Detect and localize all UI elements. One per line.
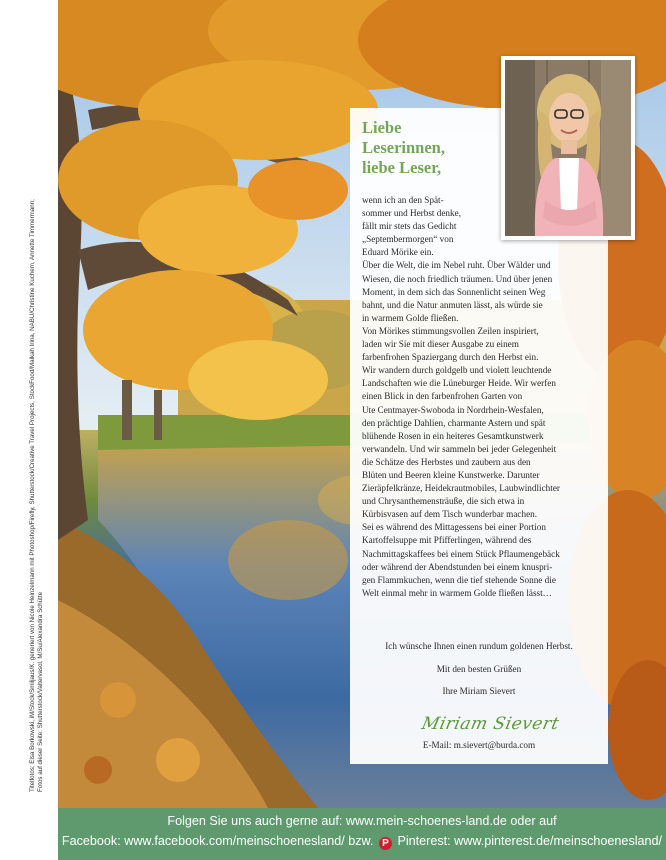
- letter-line: Über die Welt, die im Nebel ruht. Über Wälder und: [362, 260, 551, 271]
- letter-line: Von Mörikes stimmungsvollen Zeilen inspiriert,: [362, 325, 539, 336]
- letter-line: Blüten und Beeren kleine Kunstwerke. Darunter: [362, 469, 540, 480]
- letter-line: fällt mir stets das Gedicht: [362, 221, 457, 232]
- letter-line: blühende Rosen in ein heiteres Gesamtkunstwerk: [362, 430, 544, 441]
- social-footer: [58, 808, 666, 860]
- letter-line: Wir wandern durch goldgelb und violett leuchtende: [362, 365, 552, 376]
- salutation-line: liebe Leser,: [362, 158, 442, 177]
- photo-credits-line-2: Fotos auf dieser Seite: Shutterstock/Valtervasol, M/Su/Alexandra Schütte: [37, 591, 44, 792]
- letter-line: in warmem Golde fließen.: [362, 312, 459, 323]
- letter-line: einen Blick in den farbenfrohen Garten von: [362, 391, 523, 402]
- letter-line: den prächtige Dahlien, charmante Astern und spät: [362, 417, 546, 428]
- letter-line: wenn ich an den Spät-: [362, 195, 444, 205]
- letter-line: oder während der Abendstunden bei einem knuspri-: [362, 561, 553, 572]
- letter-line: Sei es während des Mittagessens bei einer Portion: [362, 522, 546, 533]
- salutation-line: Liebe: [362, 118, 402, 137]
- credit-strip: [0, 0, 58, 808]
- letter-paragraph: [362, 259, 602, 324]
- letter-line: Ute Centmayer-Swoboda in Nordrhein-Wesfalen,: [362, 404, 544, 415]
- letter-line: Wiesen, die noch friedlich träumen. Und über jenen: [362, 273, 553, 284]
- footer-website-line: [58, 814, 666, 828]
- pinterest-icon: P: [379, 837, 392, 850]
- letter-line: Kürbisvasen auf dem Tisch wunderbar machen.: [362, 509, 538, 520]
- letter-line: Nachmittagskaffees bei einem Stück Pflaumengebäck: [362, 548, 560, 559]
- closing-wish: Ich wünsche Ihnen einen rundum goldenen Herbst.: [385, 641, 573, 651]
- letter-paragraph: [362, 521, 602, 600]
- photo-credits: [29, 2, 45, 792]
- letter-line: Zieräpfelkränze, Heidekrautmobiles, Laubwindlichter: [362, 483, 560, 494]
- letter-line: bahnt, und die Natur anmuten lässt, als würde sie: [362, 299, 543, 310]
- letter-line: sommer und Herbst denke,: [362, 208, 461, 219]
- editor-portrait-image: [505, 60, 631, 236]
- editor-portrait: [501, 56, 635, 240]
- letter-body: [362, 194, 602, 600]
- letter-line: die Schätze des Herbstes und zaubern aus den: [362, 456, 531, 467]
- footer-social-line: [58, 834, 666, 850]
- letter-paragraph: [362, 325, 602, 521]
- letter-salutation: [362, 118, 445, 178]
- handwritten-signature: Miriam Sievert: [419, 714, 561, 734]
- letter-line: „Septembermorgen“ von: [362, 234, 454, 245]
- letter-line: Landschaften wie die Lüneburger Heide. Wir werfen: [362, 378, 556, 389]
- letter-line: verwandeln. Und wir sammeln bei jeder Gelegenheit: [362, 443, 557, 454]
- salutation-line: Leserinnen,: [362, 138, 445, 157]
- footer-website-text[interactable]: Folgen Sie uns auch gerne auf: www.mein-schoenes-land.de oder auf: [167, 814, 557, 828]
- letter-line: laden wir Sie mit dieser Ausgabe zu einem: [362, 339, 519, 350]
- letter-line: gen Flammkuchen, wenn die tief stehende Sonne die: [362, 574, 556, 585]
- facebook-link[interactable]: Facebook: www.facebook.com/meinschoenesland/ bzw.: [61, 834, 374, 848]
- pinterest-link[interactable]: Pinterest: www.pinterest.de/meinschoenesland/: [397, 834, 663, 848]
- letter-line: Moment, in dem sich das Sonnenlicht seinen Weg: [362, 286, 546, 297]
- letter-line: Eduard Mörike ein.: [362, 247, 434, 258]
- sender-name: Ihre Miriam Sievert: [442, 686, 516, 696]
- letter-line: farbenfrohen Spaziergang durch den Herbst ein.: [362, 352, 539, 363]
- photo-credits-line-1: Titelfotos: Elsa Borkowski, iM/Stock/Smiljaus/K. generiert von Nicole Heinzelmann mit Photoshop/Firefly, Shutterstock/Creative Travel Projects, StockFood/Malkah Irina, NABU/Christine Kuchem, Annette Timmermann;: [29, 199, 36, 792]
- letter-line: und Chrysanthemensträuße, die sich etwa in: [362, 496, 525, 507]
- editor-email[interactable]: E-Mail: m.sievert@burda.com: [422, 740, 536, 750]
- closing-greeting: Mit den besten Grüßen: [436, 664, 522, 674]
- letter-line: Kartoffelsuppe mit Pfifferlingen, während des: [362, 535, 532, 546]
- letter-line: Welt einmal mehr in warmem Golde fließen lässt…: [362, 587, 552, 598]
